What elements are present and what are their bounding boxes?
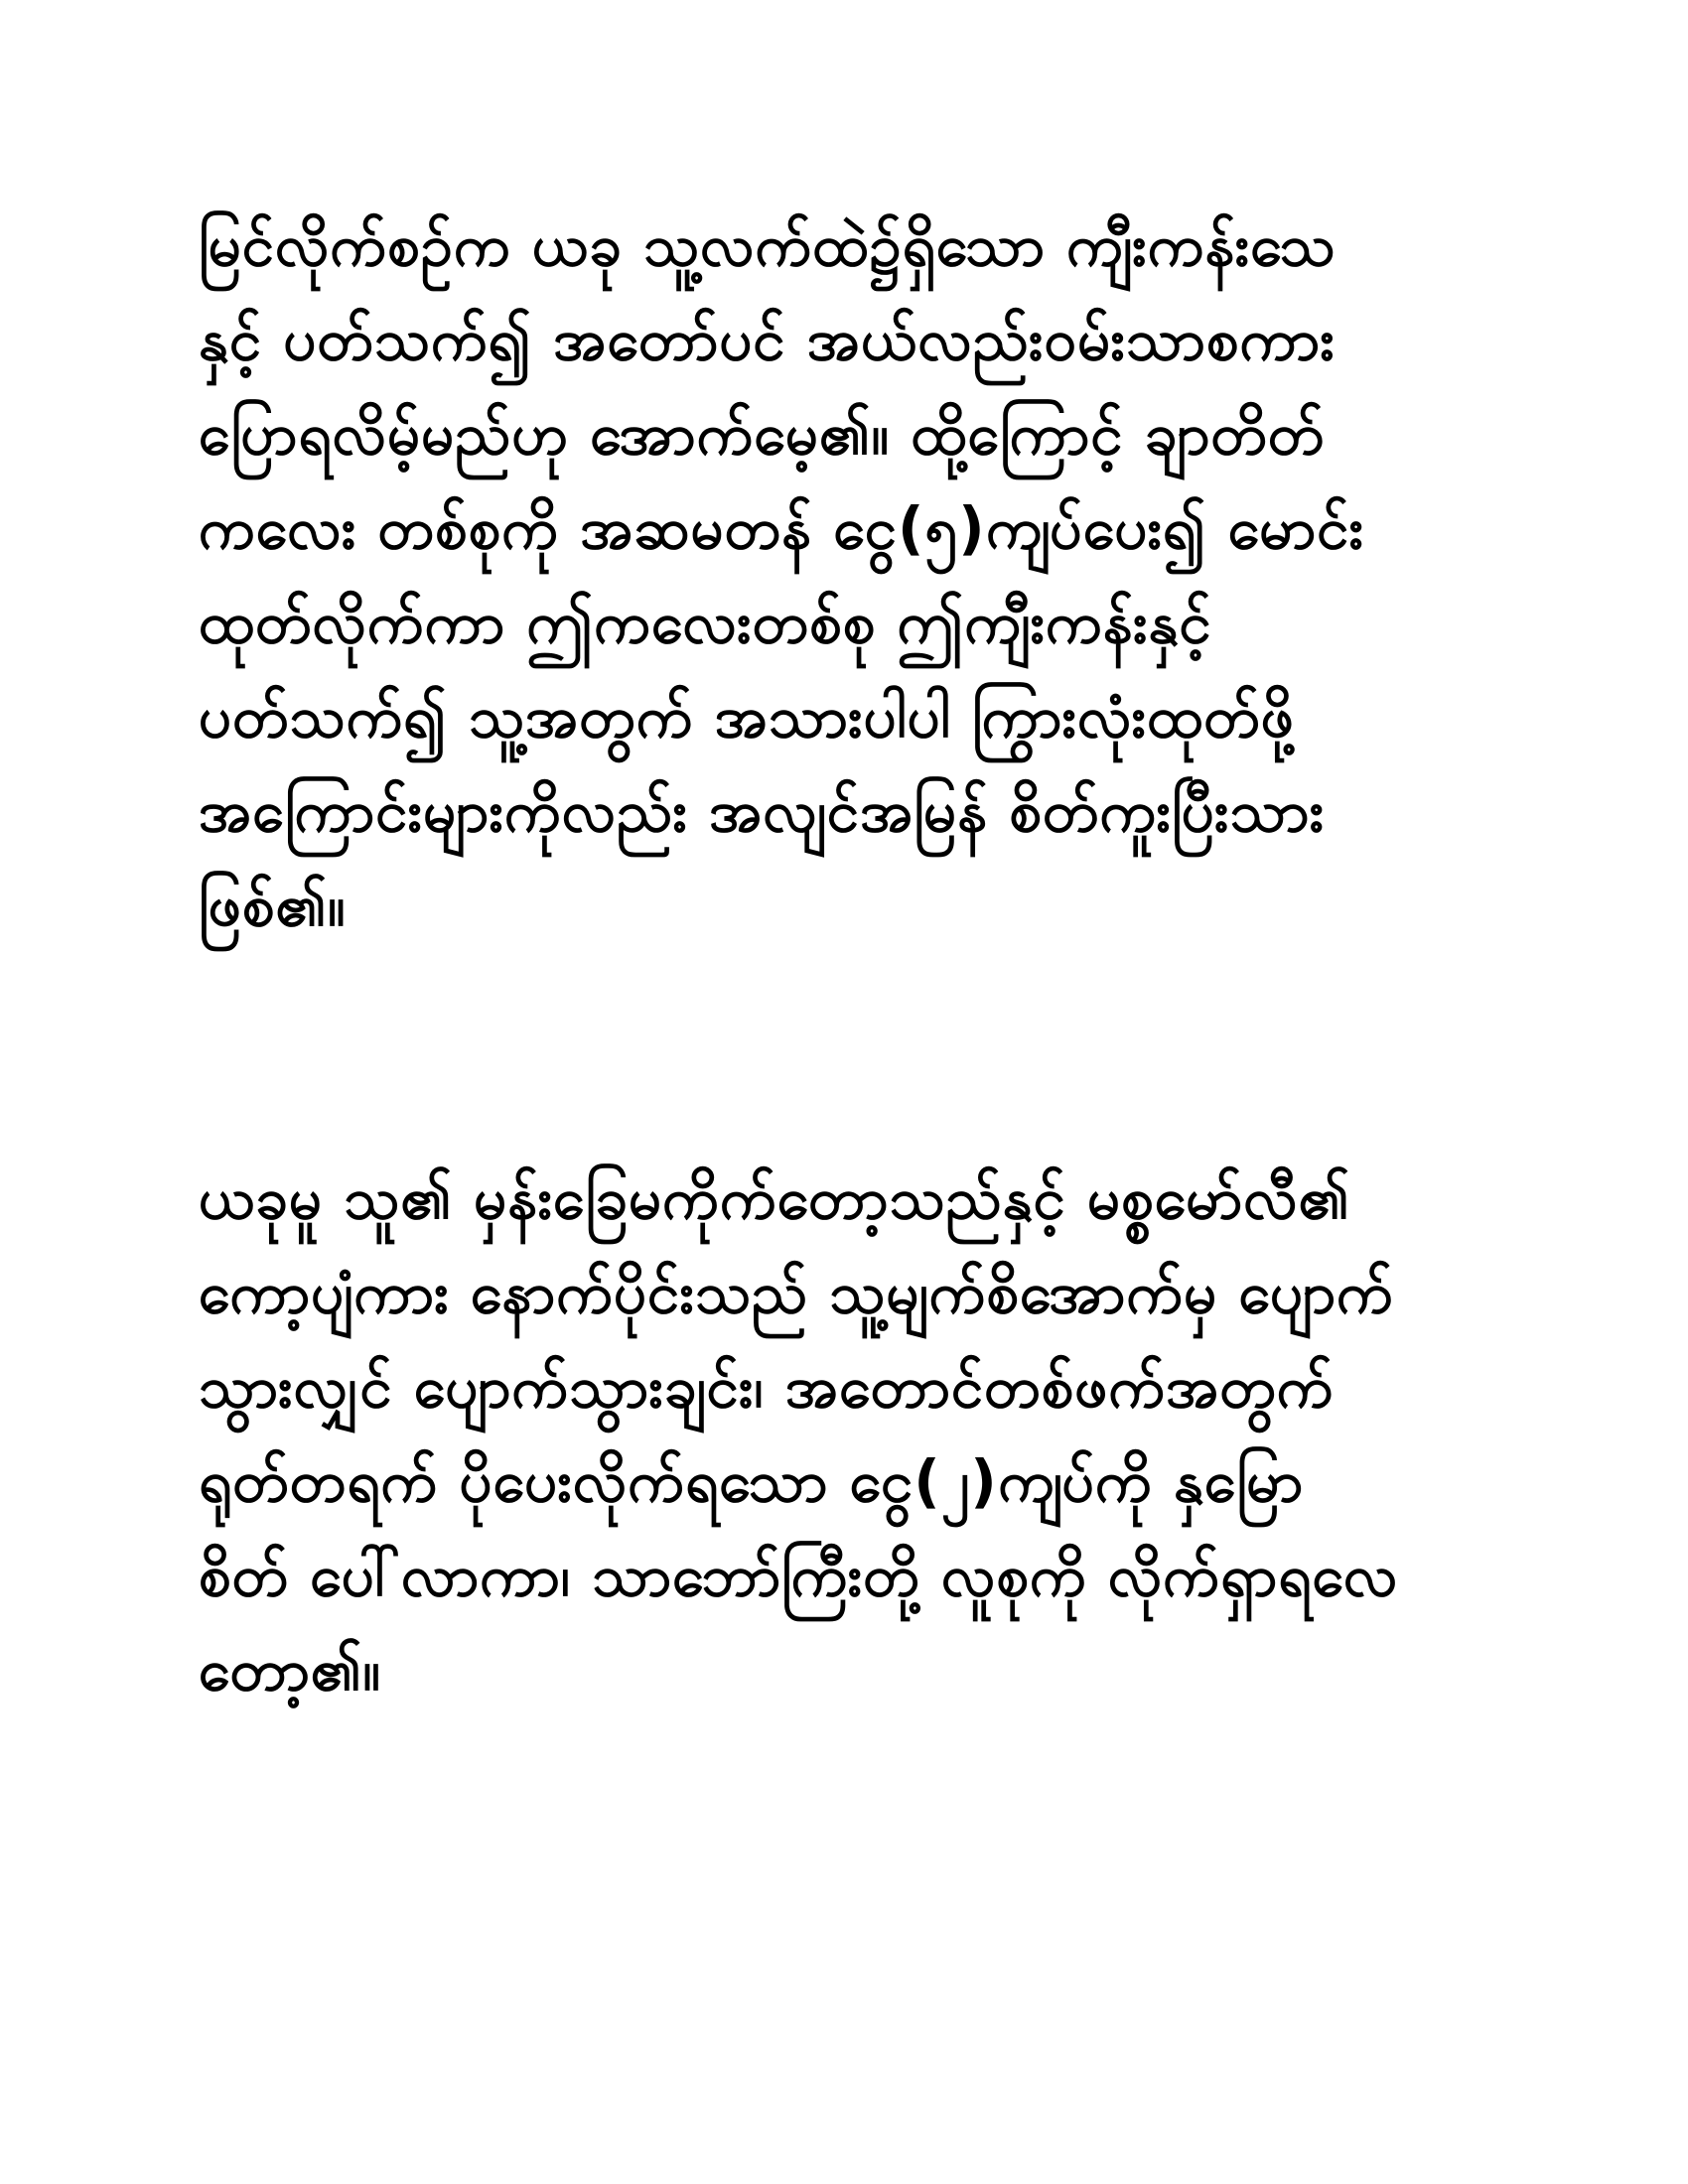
text-line: မြင်လိုက်စဉ်က ယခု သူ့လက်ထဲ၌ရှိသော ကျီးကန်းသေ (199, 211, 1336, 279)
text-line: အကြောင်းများကိုလည်း အလျင်အမြန် စိတ်ကူးပြီးသား (199, 777, 1326, 845)
text-line: ယခုမူ သူ၏ မှန်းခြေမကိုက်တော့သည်နှင့် မစ္စမော်လီ၏ (199, 1164, 1351, 1232)
text-line: စိတ် ပေါ်လာကာ၊ သာဘော်ကြီးတို့ လူစုကို လိုက်ရှာရလေ (199, 1542, 1399, 1609)
text-line: သွားလျှင် ပျောက်သွားချင်း၊ အတောင်တစ်ဖက်အတွက် (199, 1353, 1335, 1421)
paragraph-2 (199, 1152, 1509, 1717)
paragraph-1 (199, 199, 1509, 953)
text-line: ပတ်သက်၍ သူ့အတွက် အသားပါပါ ကြွားလုံးထုတ်ဖို့ (199, 683, 1295, 751)
text-line: ဖြစ်၏။ (199, 872, 347, 939)
text-line: ထုတ်လိုက်ကာ ဤကလေးတစ်စု ဤကျီးကန်းနှင့် (199, 589, 1212, 656)
text-line: တော့၏။ (199, 1636, 382, 1704)
text-line: ရုတ်တရက် ပိုပေးလိုက်ရသော ငွေ(၂)ကျပ်ကို နှမြော (199, 1447, 1305, 1515)
text-line: ကော့ပျံကား နောက်ပိုင်းသည် သူ့မျက်စိအောက်မှ ပျောက် (199, 1259, 1394, 1326)
text-line: ပြောရလိမ့်မည်ဟု အောက်မေ့၏။ ထို့ကြောင့် ချာတိတ် (199, 400, 1326, 468)
text-line: နှင့် ပတ်သက်၍ အတော်ပင် အယ်လည်းဝမ်းသာစကား (199, 306, 1336, 373)
text-line: ကလေး တစ်စုကို အဆမတန် ငွေ(၅)ကျပ်ပေး၍ မောင်း (199, 494, 1365, 562)
